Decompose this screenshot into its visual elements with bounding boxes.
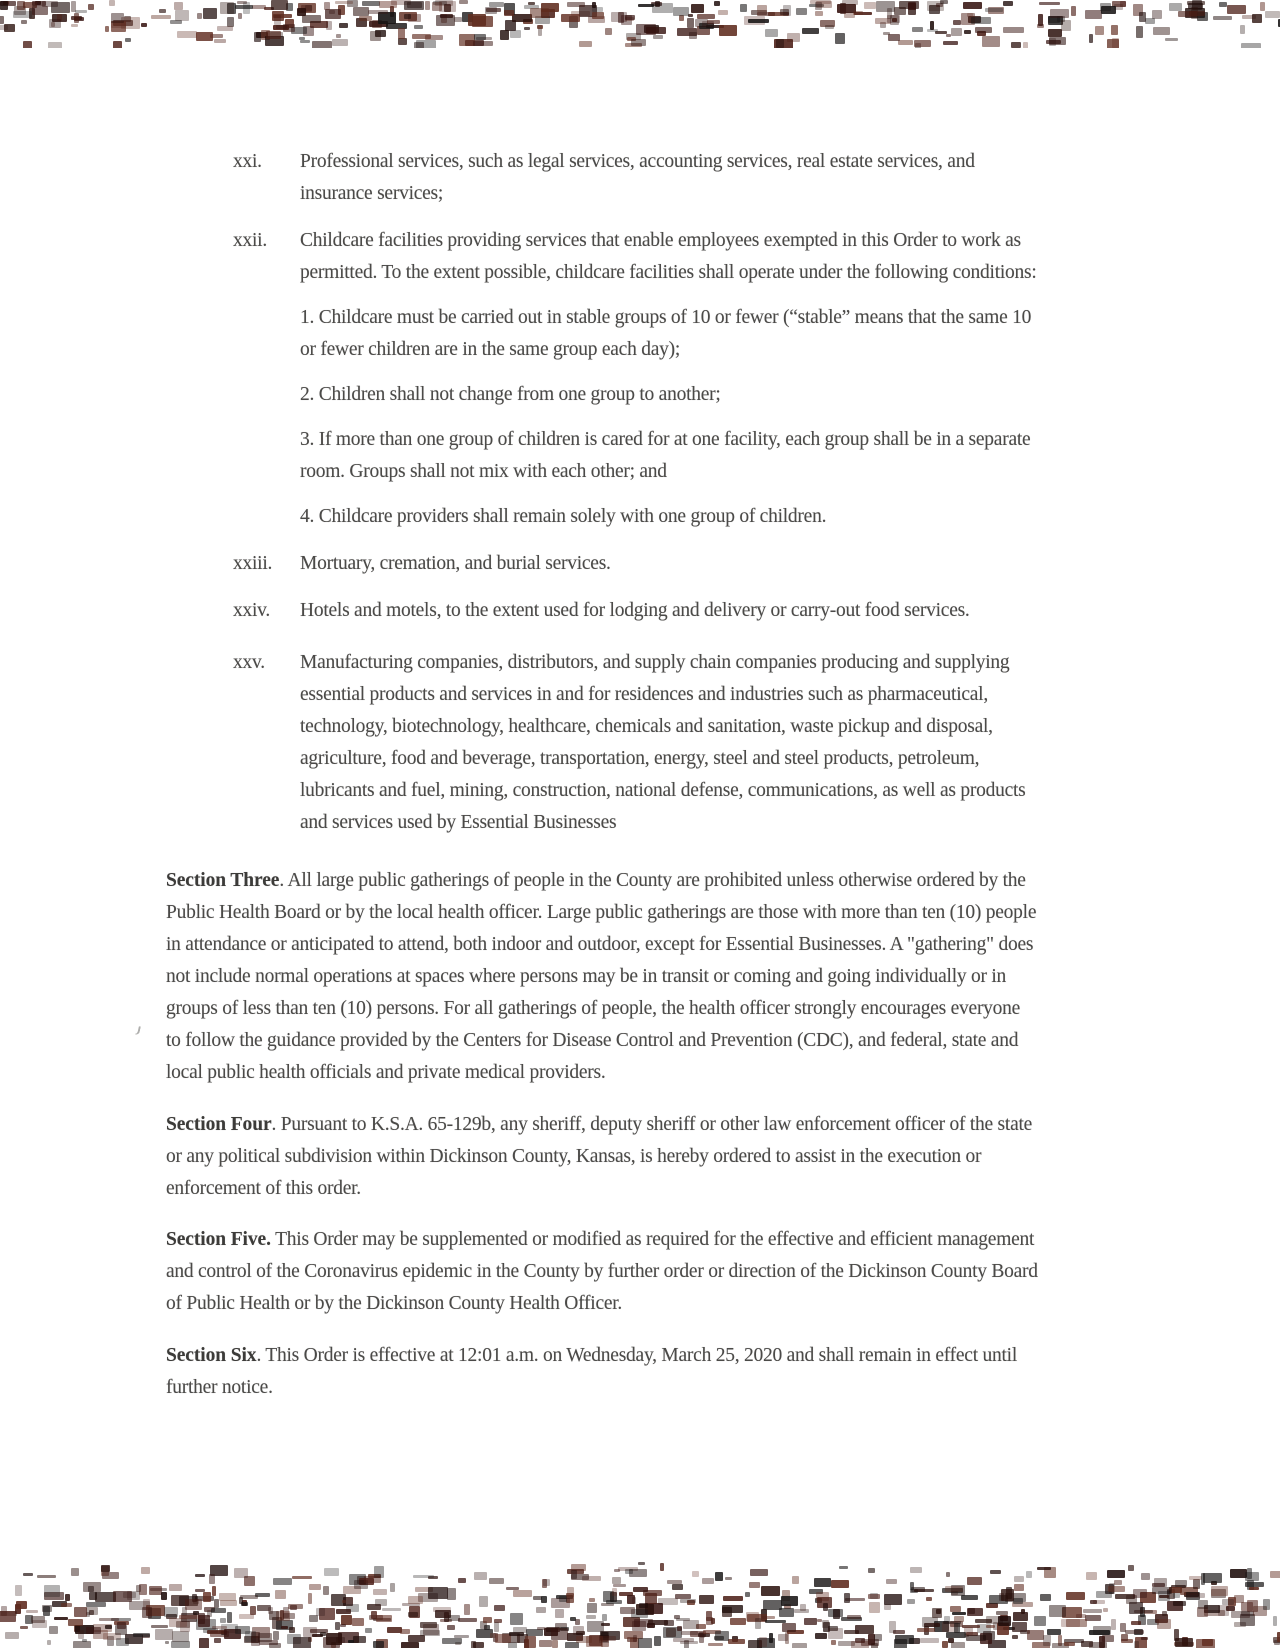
section-three-paragraph — [166, 865, 1038, 1089]
list-item-xxiii — [166, 548, 1038, 580]
section-five-label: Section Five. — [166, 1229, 271, 1250]
list-item-xxiv — [166, 595, 1038, 627]
list-item-text: Hotels and motels, to the extent used for lodging and delivery or carry-out food services. — [300, 600, 970, 621]
list-item-text: Professional services, such as legal services, accounting services, real estate services, and insurance services; — [300, 151, 975, 204]
list-item-text: Childcare facilities providing services that enable employees exempted in this Order to work as permitted. To the extent possible, childcare facilities shall operate under the following conditions: — [300, 230, 1037, 283]
list-item-number: xxii. — [233, 230, 267, 251]
list-item-number: xxiv. — [233, 600, 271, 621]
list-item-xxv — [166, 647, 1038, 839]
list-item-body — [300, 225, 1038, 533]
scan-noise-bottom-edge — [0, 1560, 1280, 1648]
section-six-text: . This Order is effective at 12:01 a.m. on Wednesday, March 25, 2020 and shall remain in effect until further notice. — [166, 1344, 1018, 1398]
section-five-paragraph — [166, 1224, 1038, 1320]
section-six-paragraph — [166, 1340, 1038, 1404]
section-three-label: Section Three — [166, 870, 280, 891]
list-item-number: xxv. — [233, 652, 265, 673]
sub-item-3: 3. If more than one group of children is cared for at one facility, each group shall be in a separate room. Groups shall not mix with each other; and — [300, 429, 1031, 482]
list-item-text: Mortuary, cremation, and burial services. — [300, 553, 611, 574]
sub-item-2: 2. Children shall not change from one group to another; — [300, 384, 721, 405]
document-content — [166, 146, 1038, 1421]
sub-item-1: 1. Childcare must be carried out in stable groups of 10 or fewer (“stable” means that the same 10 or fewer children are in the same group each day); — [300, 307, 1032, 360]
section-four-text: . Pursuant to K.S.A. 65-129b, any sheriff, deputy sheriff or other law enforcement officer of the state or any political subdivision within Dickinson County, Kansas, is hereby ordered to assist in the execution or enforcement of this order. — [166, 1113, 1033, 1199]
list-item-text: Manufacturing companies, distributors, and supply chain companies producing and supplying essential products and services in and for residences and industries such as pharmaceutical, technology, biotechnology, healthcare, chemicals and sanitation, waste pickup and disposal, agriculture, food and beverage, transportation, energy, steel and steel products, petroleum, lubricants and fuel, mining, construction, national defense, communications, as well as products and services used by Essential Businesses — [300, 652, 1026, 833]
sections-block — [166, 865, 1038, 1404]
scan-speck — [135, 1026, 141, 1036]
section-six-label: Section Six — [166, 1344, 257, 1366]
sub-item-4: 4. Childcare providers shall remain solely with one group of children. — [300, 506, 827, 527]
section-four-paragraph — [166, 1109, 1038, 1205]
scan-noise-top-edge — [0, 0, 1280, 48]
section-three-text: . All large public gatherings of people in the County are prohibited unless otherwise ordered by the Public Health Board or by the local health officer. Large public gatherings are those with more than ten (10) people in attendance or anticipated to attend, both indoor and outdoor, except for Essential Businesses. A "gathering" does not include normal operations at spaces where persons may be in transit or coming and going individually or in groups of less than ten (10) persons. For all gatherings of people, the health officer strongly encourages everyone to follow the guidance provided by the Centers for Disease Control and Prevention (CDC), and federal, state and local public health officials and private medical providers. — [166, 870, 1037, 1083]
section-five-text: This Order may be supplemented or modified as required for the effective and efficient management and control of the Coronavirus epidemic in the County by further order or direction of the Dickinson County Board of Public Health or by the Dickinson County Health Officer. — [166, 1229, 1038, 1314]
list-item-number: xxi. — [233, 151, 262, 172]
list-item-number: xxiii. — [233, 553, 273, 574]
list-item-xxii — [166, 225, 1038, 533]
section-four-label: Section Four — [166, 1113, 272, 1135]
list-item-xxi — [166, 146, 1038, 210]
